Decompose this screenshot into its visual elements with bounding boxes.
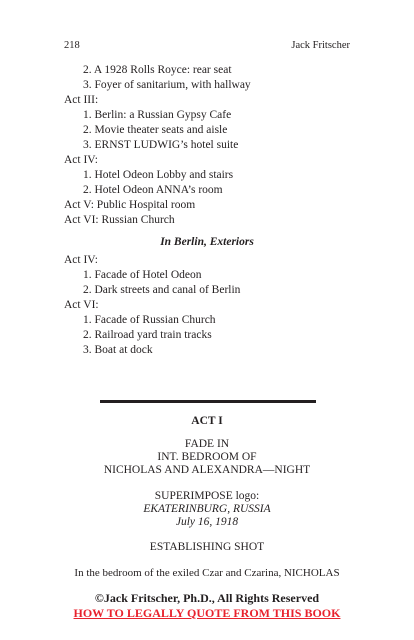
list-item: 1. Hotel Odeon Lobby and stairs [83, 169, 234, 181]
list-item: 2. Movie theater seats and aisle [83, 124, 228, 136]
act-heading: Act IV: [64, 154, 98, 166]
page-number: 218 [64, 40, 80, 51]
running-head: Jack Fritscher [291, 40, 350, 51]
horizontal-divider [100, 400, 316, 403]
list-item: 1. Facade of Russian Church [83, 314, 216, 326]
scene-heading-line: NICHOLAS AND ALEXANDRA—NIGHT [103, 464, 311, 476]
list-item: 2. Dark streets and canal of Berlin [83, 284, 241, 296]
superimpose-place: EKATERINBURG, RUSSIA [143, 503, 271, 515]
list-item: 3. Boat at dock [83, 344, 153, 356]
list-item: 3. ERNST LUDWIG’s hotel suite [83, 139, 239, 151]
scene-list [0, 63, 414, 358]
superimpose-date: July 16, 1918 [175, 516, 239, 528]
action-line: In the bedroom of the exiled Czar and Czarina, NICHOLAS [74, 567, 340, 579]
list-item: 2. Railroad yard train tracks [83, 329, 212, 341]
establishing-shot: ESTABLISHING SHOT [149, 541, 265, 553]
act-heading: Act III: [64, 94, 99, 106]
section-subheading: In Berlin, Exteriors [160, 236, 254, 248]
list-item: 2. A 1928 Rolls Royce: rear seat [83, 64, 232, 76]
copyright-notice: ©Jack Fritscher, Ph.D., All Rights Reserved [94, 591, 320, 605]
act-heading: Act VI: [64, 299, 99, 311]
list-item: 2. Hotel Odeon ANNA’s room [83, 184, 223, 196]
scene-heading-line: INT. BEDROOM OF [157, 451, 257, 463]
act-heading: Act V: Public Hospital room [64, 199, 196, 211]
superimpose-label: SUPERIMPOSE logo: [154, 490, 260, 502]
superimpose-block [0, 490, 414, 529]
list-item: 1. Facade of Hotel Odeon [83, 269, 202, 281]
fade-in-block [0, 438, 414, 477]
act-heading: Act VI: Russian Church [64, 214, 175, 226]
list-item: 1. Berlin: a Russian Gypsy Cafe [83, 109, 232, 121]
act-heading: Act IV: [64, 254, 98, 266]
legal-quote-link[interactable]: HOW TO LEGALLY QUOTE FROM THIS BOOK [73, 606, 341, 620]
list-item: 3. Foyer of sanitarium, with hallway [83, 79, 251, 91]
fade-in-line: FADE IN [184, 438, 230, 450]
act-title: ACT I [191, 415, 223, 427]
page-header [64, 40, 350, 54]
